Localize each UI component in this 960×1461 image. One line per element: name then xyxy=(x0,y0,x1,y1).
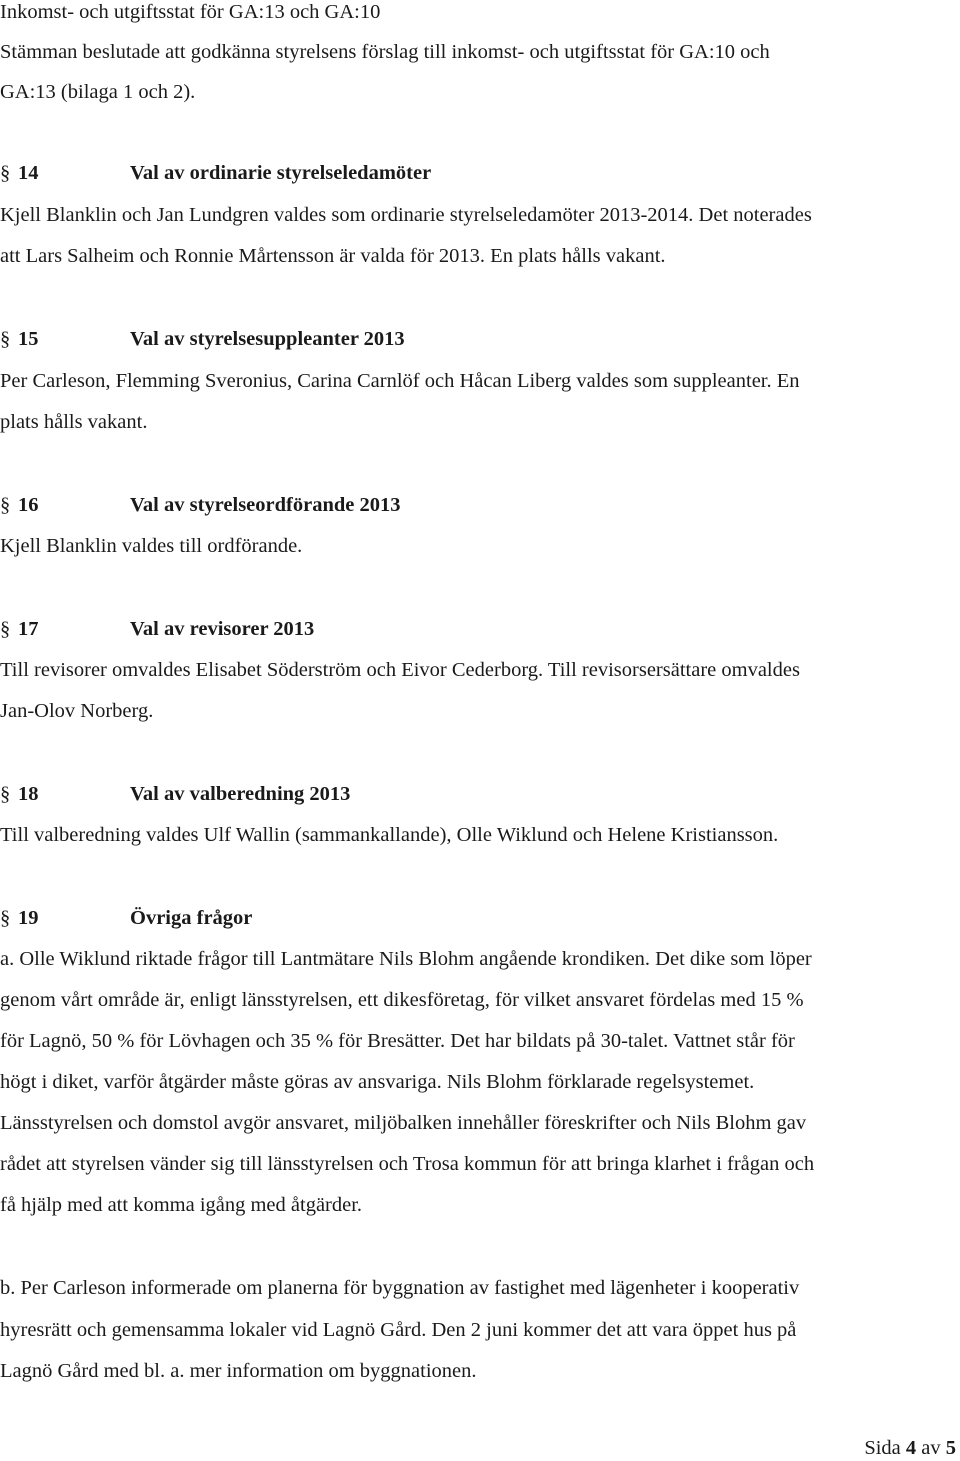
section-14-line-1: Kjell Blanklin och Jan Lundgren valdes som ordinarie styrelseledamöter 2013-2014. Det noterades xyxy=(0,204,812,226)
total-pages: 5 xyxy=(945,1437,956,1459)
section-17-heading xyxy=(0,616,314,642)
section-number: 15 xyxy=(18,328,39,350)
section-17-line-2: Jan-Olov Norberg. xyxy=(0,700,154,722)
section-16-heading xyxy=(0,492,400,518)
section-16-line-1: Kjell Blanklin valdes till ordförande. xyxy=(0,535,303,557)
section-symbol: § xyxy=(0,783,11,805)
section-title: Val av valberedning 2013 xyxy=(130,783,351,805)
section-title: Val av styrelseordförande 2013 xyxy=(130,494,401,516)
section-19-line-10: Lagnö Gård med bl. a. mer information om byggnationen. xyxy=(0,1360,477,1382)
section-19-line-5: Länsstyrelsen och domstol avgör ansvaret, miljöbalken innehåller föreskrifter och Nils Blohm gav xyxy=(0,1112,807,1134)
page-label: Sida xyxy=(864,1437,901,1459)
intro-title: Inkomst- och utgiftsstat för GA:13 och GA:10 xyxy=(0,1,381,23)
section-18-heading xyxy=(0,781,350,807)
section-title: Val av styrelsesuppleanter 2013 xyxy=(130,328,405,350)
section-title: Val av revisorer 2013 xyxy=(130,618,315,640)
section-number: 14 xyxy=(18,162,39,184)
section-symbol: § xyxy=(0,494,11,516)
section-15-line-1: Per Carleson, Flemming Sveronius, Carina Carnlöf och Håcan Liberg valdes som suppleanter. En xyxy=(0,370,800,392)
section-number: 17 xyxy=(18,618,39,640)
section-15-heading xyxy=(0,326,405,352)
section-number: 19 xyxy=(18,907,39,929)
section-19-line-1: a. Olle Wiklund riktade frågor till Lantmätare Nils Blohm angående krondiken. Det dike som löper xyxy=(0,948,812,970)
section-symbol: § xyxy=(0,907,11,929)
section-19-line-4: högt i diket, varför åtgärder måste göras av ansvariga. Nils Blohm förklarade regelsystemet. xyxy=(0,1071,755,1093)
section-19-line-6: rådet att styrelsen vänder sig till länsstyrelsen och Trosa kommun för att bringa klarhet i frågan och xyxy=(0,1153,815,1175)
section-19-heading xyxy=(0,905,252,931)
section-17-line-1: Till revisorer omvaldes Elisabet Söderström och Eivor Cederborg. Till revisorsersättare omvaldes xyxy=(0,659,800,681)
section-number: 18 xyxy=(18,783,39,805)
section-15-line-2: plats hålls vakant. xyxy=(0,411,148,433)
section-number: 16 xyxy=(18,494,39,516)
section-19-line-7: få hjälp med att komma igång med åtgärder. xyxy=(0,1194,363,1216)
section-14-heading xyxy=(0,160,431,186)
section-19-line-9: hyresrätt och gemensamma lokaler vid Lagnö Gård. Den 2 juni kommer det att vara öppet hus på xyxy=(0,1319,797,1341)
section-symbol: § xyxy=(0,618,11,640)
section-symbol: § xyxy=(0,162,11,184)
section-title: Övriga frågor xyxy=(130,907,253,929)
page-separator: av xyxy=(921,1437,941,1459)
intro-line-1: Stämman beslutade att godkänna styrelsens förslag till inkomst- och utgiftsstat för GA:10 och xyxy=(0,41,770,63)
intro-line-2: GA:13 (bilaga 1 och 2). xyxy=(0,81,196,103)
section-19-line-3: för Lagnö, 50 % för Lövhagen och 35 % för Bresätter. Det har bildats på 30-talet. Vattnet står för xyxy=(0,1030,795,1052)
section-19-line-8: b. Per Carleson informerade om planerna för byggnation av fastighet med lägenheter i kooperativ xyxy=(0,1277,800,1299)
section-title: Val av ordinarie styrelseledamöter xyxy=(130,162,432,184)
current-page: 4 xyxy=(905,1437,917,1459)
section-symbol: § xyxy=(0,328,11,350)
section-19-line-2: genom vårt område är, enligt länsstyrelsen, ett dikesföretag, för vilket ansvaret fördelas med 15 % xyxy=(0,989,804,1011)
page-number-footer xyxy=(864,1435,956,1461)
section-18-line-1: Till valberedning valdes Ulf Wallin (sammankallande), Olle Wiklund och Helene Kristiansson. xyxy=(0,824,779,846)
section-14-line-2: att Lars Salheim och Ronnie Mårtensson är valda för 2013. En plats hålls vakant. xyxy=(0,245,666,267)
